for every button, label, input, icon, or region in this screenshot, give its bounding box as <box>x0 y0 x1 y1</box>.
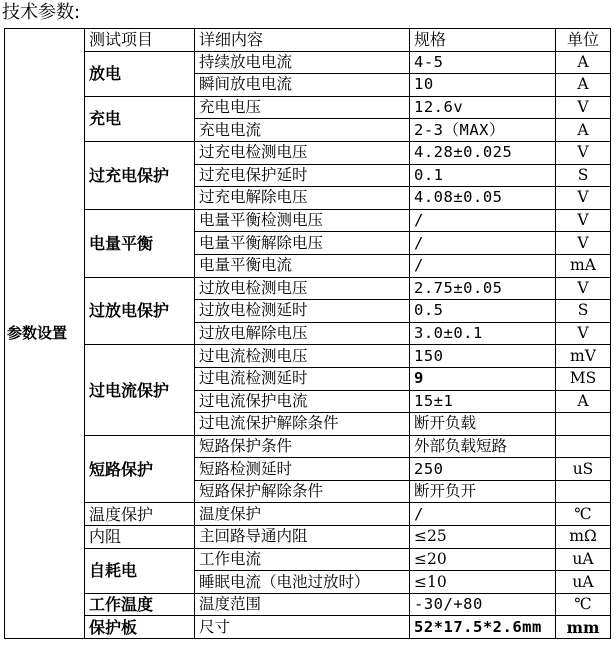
table-row <box>5 209 611 232</box>
unit-cell: S <box>556 164 611 187</box>
detail-cell: 短路保护条件 <box>195 435 410 458</box>
spec-cell: / <box>410 209 556 232</box>
spec-cell: 0.1 <box>410 164 556 187</box>
spec-cell: 250 <box>410 458 556 481</box>
table-row <box>5 526 611 549</box>
spec-cell: 12.6v <box>410 96 556 119</box>
unit-cell: uA <box>556 548 611 571</box>
spec-cell: / <box>410 254 556 277</box>
detail-cell: 过电流保护电流 <box>195 390 410 413</box>
detail-cell: 电量平衡解除电压 <box>195 232 410 255</box>
spec-cell: / <box>410 232 556 255</box>
spec-table-body <box>5 29 611 639</box>
spec-cell: 150 <box>410 345 556 368</box>
category-cell: 短路保护 <box>85 435 195 503</box>
unit-cell: uS <box>556 458 611 481</box>
detail-cell: 温度保护 <box>195 503 410 526</box>
header-detail: 详细内容 <box>195 29 410 52</box>
spec-table <box>4 28 611 639</box>
spec-cell: 0.5 <box>410 300 556 323</box>
spec-cell: / <box>410 503 556 526</box>
unit-cell: A <box>556 51 611 74</box>
unit-cell: ℃ <box>556 503 611 526</box>
header-spec: 规格 <box>410 29 556 52</box>
page-title: 技术参数: <box>2 2 81 23</box>
unit-cell: V <box>556 187 611 210</box>
unit-cell <box>556 435 611 458</box>
category-cell: 电量平衡 <box>85 209 195 277</box>
unit-cell: V <box>556 322 611 345</box>
side-label: 参数设置 <box>5 29 85 639</box>
detail-cell: 过电流检测电压 <box>195 345 410 368</box>
unit-cell: S <box>556 300 611 323</box>
table-row <box>5 277 611 300</box>
unit-cell: V <box>556 209 611 232</box>
unit-cell: MS <box>556 367 611 390</box>
spec-cell: 断开负载 <box>410 413 556 436</box>
unit-cell: A <box>556 74 611 97</box>
spec-cell: 9 <box>410 367 556 390</box>
unit-cell: mΩ <box>556 526 611 549</box>
category-cell: 自耗电 <box>85 548 195 593</box>
detail-cell: 过电流保护解除条件 <box>195 413 410 436</box>
spec-cell: 15±1 <box>410 390 556 413</box>
table-row <box>5 435 611 458</box>
spec-cell: 4.28±0.025 <box>410 141 556 164</box>
category-cell: 温度保护 <box>85 503 195 526</box>
header-unit: 单位 <box>556 29 611 52</box>
detail-cell: 尺寸 <box>195 616 410 639</box>
spec-cell: 4-5 <box>410 51 556 74</box>
detail-cell: 过充电解除电压 <box>195 187 410 210</box>
header-item: 测试项目 <box>85 29 195 52</box>
detail-cell: 过充电保护延时 <box>195 164 410 187</box>
detail-cell: 短路保护解除条件 <box>195 480 410 503</box>
spec-cell: 2.75±0.05 <box>410 277 556 300</box>
detail-cell: 睡眠电流（电池过放时） <box>195 571 410 594</box>
detail-cell: 短路检测延时 <box>195 458 410 481</box>
spec-cell: ≤20 <box>410 548 556 571</box>
unit-cell <box>556 413 611 436</box>
category-cell: 过充电保护 <box>85 141 195 209</box>
table-row <box>5 616 611 639</box>
detail-cell: 工作电流 <box>195 548 410 571</box>
detail-cell: 电量平衡电流 <box>195 254 410 277</box>
table-row <box>5 503 611 526</box>
spec-cell: -30/+80 <box>410 593 556 616</box>
spec-cell: ≤25 <box>410 526 556 549</box>
detail-cell: 过放电检测延时 <box>195 300 410 323</box>
category-cell: 过电流保护 <box>85 345 195 435</box>
spec-cell: 2-3（MAX） <box>410 119 556 142</box>
unit-cell: V <box>556 141 611 164</box>
detail-cell: 主回路导通内阻 <box>195 526 410 549</box>
unit-cell: uA <box>556 571 611 594</box>
detail-cell: 持续放电电流 <box>195 51 410 74</box>
unit-cell: mm <box>556 616 611 639</box>
unit-cell: mV <box>556 345 611 368</box>
unit-cell: V <box>556 96 611 119</box>
unit-cell: mA <box>556 254 611 277</box>
category-cell: 内阻 <box>85 526 195 549</box>
spec-cell: 4.08±0.05 <box>410 187 556 210</box>
detail-cell: 充电电流 <box>195 119 410 142</box>
table-row <box>5 548 611 571</box>
unit-cell <box>556 480 611 503</box>
unit-cell: ℃ <box>556 593 611 616</box>
detail-cell: 温度范围 <box>195 593 410 616</box>
detail-cell: 瞬间放电电流 <box>195 74 410 97</box>
detail-cell: 过放电解除电压 <box>195 322 410 345</box>
detail-cell: 过充电检测电压 <box>195 141 410 164</box>
detail-cell: 充电电压 <box>195 96 410 119</box>
unit-cell: V <box>556 277 611 300</box>
spec-cell: 10 <box>410 74 556 97</box>
unit-cell: V <box>556 232 611 255</box>
spec-cell: 断开负开 <box>410 480 556 503</box>
category-cell: 充电 <box>85 96 195 141</box>
category-cell: 保护板 <box>85 616 195 639</box>
table-row <box>5 345 611 368</box>
header-row <box>5 29 611 52</box>
table-row <box>5 593 611 616</box>
spec-cell: 52*17.5*2.6mm <box>410 616 556 639</box>
category-cell: 过放电保护 <box>85 277 195 345</box>
spec-cell: 外部负载短路 <box>410 435 556 458</box>
table-row <box>5 51 611 74</box>
detail-cell: 电量平衡检测电压 <box>195 209 410 232</box>
detail-cell: 过电流检测延时 <box>195 367 410 390</box>
category-cell: 工作温度 <box>85 593 195 616</box>
detail-cell: 过放电检测电压 <box>195 277 410 300</box>
unit-cell: A <box>556 390 611 413</box>
spec-cell: 3.0±0.1 <box>410 322 556 345</box>
spec-cell: ≤10 <box>410 571 556 594</box>
table-row <box>5 141 611 164</box>
unit-cell: A <box>556 119 611 142</box>
table-row <box>5 96 611 119</box>
category-cell: 放电 <box>85 51 195 96</box>
